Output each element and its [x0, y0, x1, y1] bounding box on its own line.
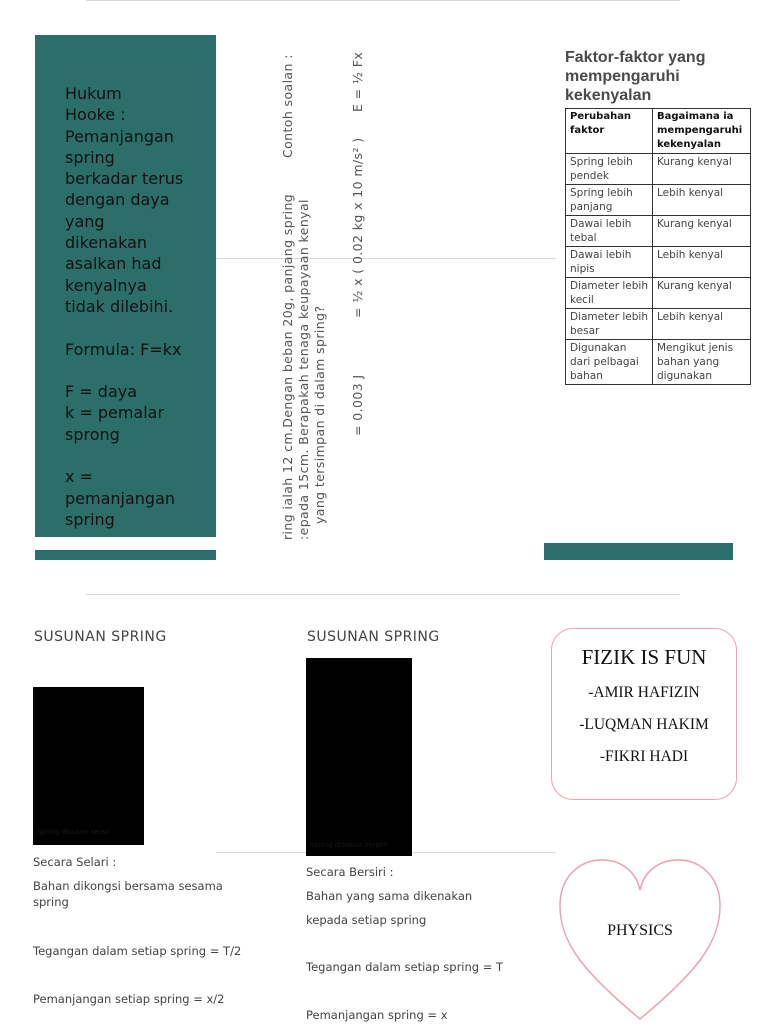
table-cell: Lebih kenyal	[653, 309, 751, 340]
parallel-type-label: Secara Selari :	[33, 855, 117, 869]
example-question-line3: yang tersimpan di dalam spring?	[312, 305, 327, 524]
team-card-title: FIZIK IS FUN	[581, 645, 707, 669]
series-type-label: Secara Bersiri :	[306, 865, 394, 879]
table-row	[566, 185, 751, 216]
team-member-3: -FIKRI HADI	[599, 748, 689, 765]
table-cell: Dawai lebih nipis	[566, 247, 653, 278]
factors-table	[565, 108, 751, 385]
factors-header-change: Perubahan faktor	[566, 109, 653, 154]
example-step1: = ½ x ( 0.02 kg x 10 m/s² )	[350, 137, 365, 318]
team-member-2: -LUQMAN HAKIM	[579, 716, 709, 733]
table-cell: Kurang kenyal	[653, 154, 751, 185]
parallel-spring-image	[33, 687, 144, 845]
factors-title: Faktor-faktor yang mempengaruhi kekenyalan	[565, 49, 706, 104]
table-cell: Mengikut jenis bahan yang digunakan	[653, 340, 751, 385]
series-line3: Tegangan dalam setiap spring = T	[306, 960, 504, 974]
heart-label: PHYSICS	[607, 922, 673, 939]
top-divider	[86, 0, 680, 1]
table-cell: Dawai lebih tebal	[566, 216, 653, 247]
table-cell: Diameter lebih besar	[566, 309, 653, 340]
table-cell: Kurang kenyal	[653, 216, 751, 247]
series-line4: Pemanjangan spring = x	[306, 1008, 448, 1022]
series-line1: Bahan yang sama dikenakan	[306, 889, 473, 903]
series-spring-image	[306, 658, 412, 856]
parallel-image-caption: Spring disusun selari	[37, 828, 111, 836]
table-row	[566, 309, 751, 340]
center-divider	[216, 258, 556, 259]
example-heading: Contoh soalan :	[280, 54, 295, 158]
table-cell: Kurang kenyal	[653, 278, 751, 309]
hooke-law-panel	[35, 35, 216, 537]
right-accent-bar	[544, 543, 733, 560]
parallel-line1: Bahan dikongsi bersama sesama spring	[33, 879, 223, 909]
table-row	[566, 278, 751, 309]
heart-shape	[556, 856, 724, 1024]
team-card	[551, 628, 737, 800]
table-row	[566, 216, 751, 247]
table-row	[566, 154, 751, 185]
table-cell: Spring lebih panjang	[566, 185, 653, 216]
example-formula: E = ½ Fx	[350, 51, 365, 112]
parallel-line3: Pemanjangan setiap spring = x/2	[33, 992, 225, 1006]
mid-divider	[86, 594, 680, 595]
table-cell: Lebih kenyal	[653, 185, 751, 216]
team-member-1: -AMIR HAFIZIN	[588, 684, 700, 701]
table-cell: Lebih kenyal	[653, 247, 751, 278]
parallel-section-title: SUSUNAN SPRING	[34, 629, 167, 645]
table-cell: Digunakan dari pelbagai bahan	[566, 340, 653, 385]
table-cell: Diameter lebih kecil	[566, 278, 653, 309]
series-section-title: SUSUNAN SPRING	[307, 629, 440, 645]
hooke-law-text: Hukum Hooke : Pemanjangan spring berkadar terus dengan daya yang dikenakan asalkan had kenyalnya tidak dilebihi. Formula: F=kx F = daya k = pemalar sprong x = pemanjangan spring	[65, 84, 184, 529]
table-cell: Spring lebih pendek	[566, 154, 653, 185]
table-row	[566, 340, 751, 385]
parallel-line2: Tegangan dalam setiap spring = T/2	[33, 944, 242, 958]
table-row	[566, 247, 751, 278]
example-question-line1: ring ialah 12 cm.Dengan beban 20g, panjang spring	[280, 193, 295, 540]
example-step2: = 0.003 J	[350, 374, 365, 436]
series-image-caption: Spring disusun bersiri	[310, 841, 387, 849]
series-line2: kepada setiap spring	[306, 913, 427, 927]
factors-header-effect: Bagaimana ia mempengaruhi kekenyalan	[653, 109, 751, 154]
example-question-line2: :epada 15cm. Berapakah tenaga keupayaan kenyal	[296, 199, 311, 540]
left-accent-bar	[35, 550, 216, 560]
